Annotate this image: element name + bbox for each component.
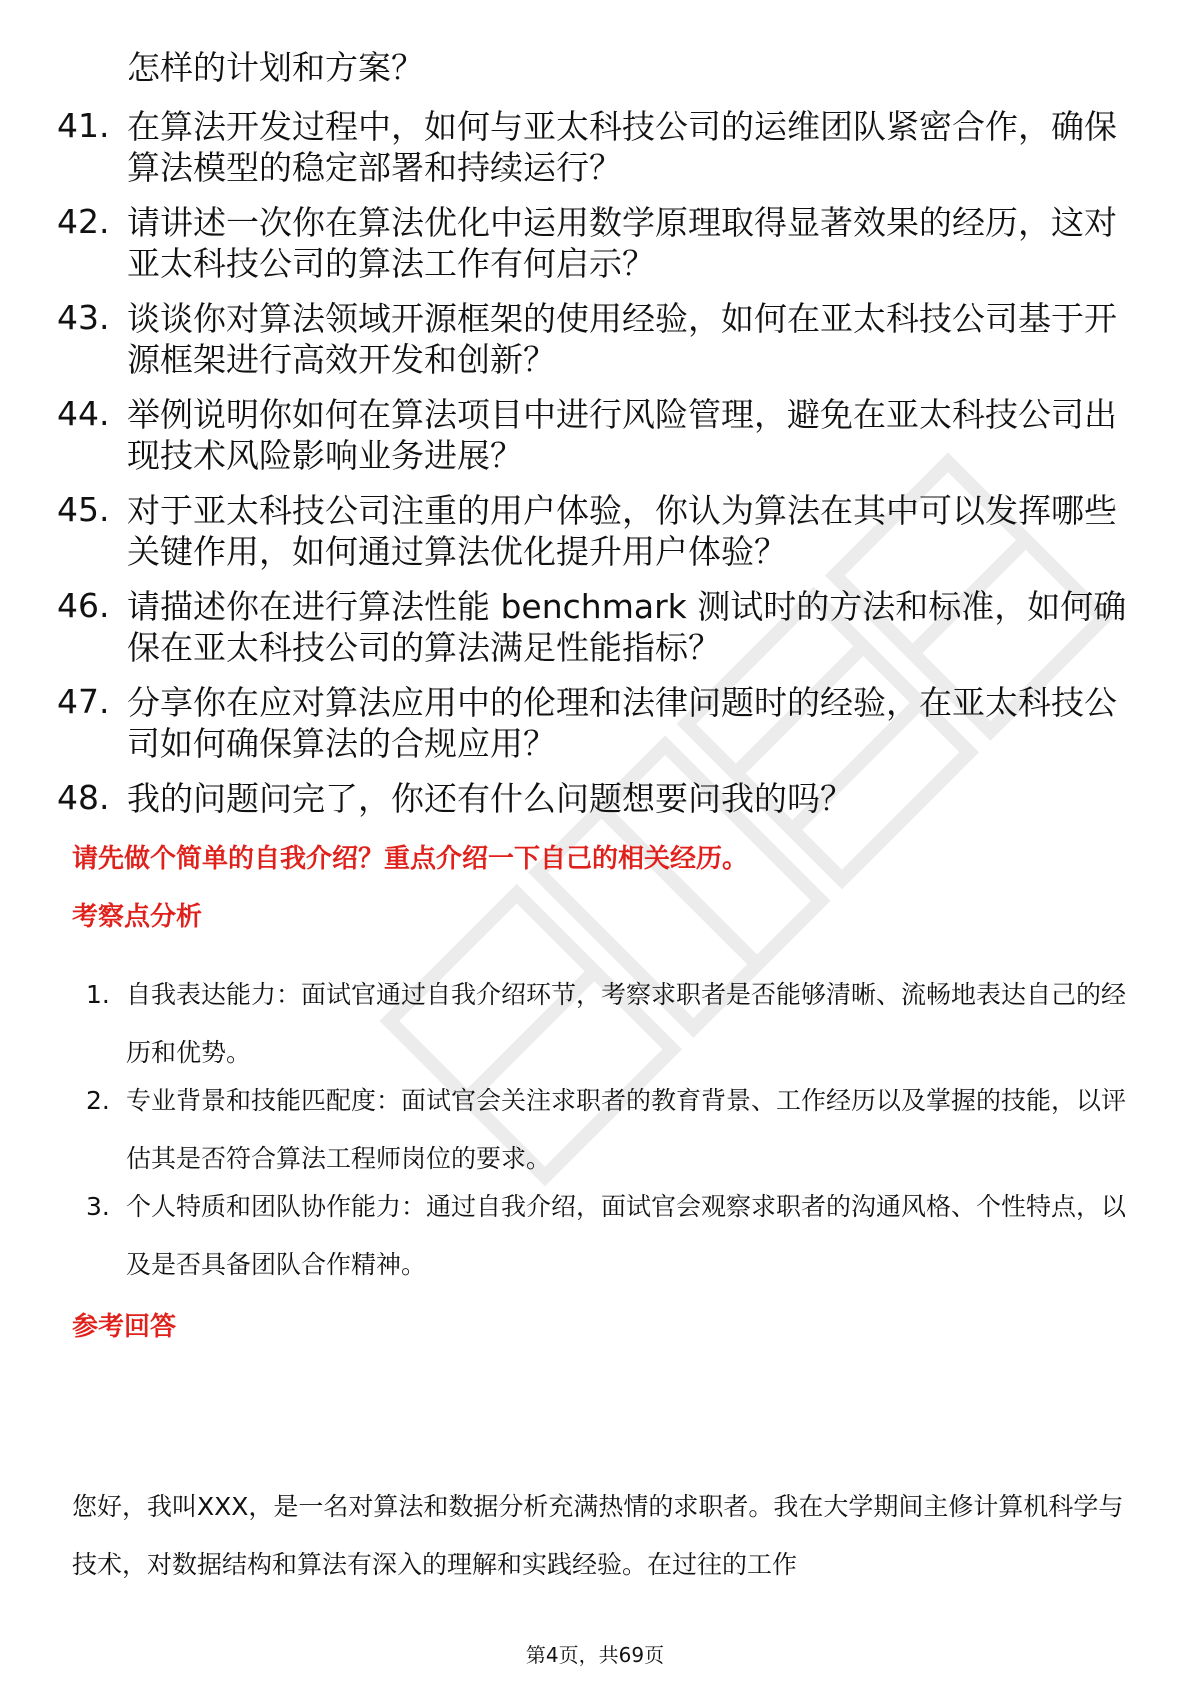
question-continuation: 怎样的计划和方案？ <box>127 48 424 87</box>
question-text: 谈谈你对算法领域开源框架的使用经验，如何在亚太科技公司基于开源框架进行高效开发和创新？ <box>127 299 1117 379</box>
question-number: 47. <box>57 682 110 721</box>
question-number: 42. <box>57 202 110 241</box>
analysis-number: 2. <box>86 1086 110 1115</box>
question-number: 45. <box>57 490 110 529</box>
analysis-number: 3. <box>86 1192 110 1221</box>
question-text: 对于亚太科技公司注重的用户体验，你认为算法在其中可以发挥哪些关键作用，如何通过算法优化提升用户体验？ <box>127 491 1117 571</box>
analysis-text: 自我表达能力：面试官通过自我介绍环节，考察求职者是否能够清晰、流畅地表达自己的经历和优势。 <box>126 980 1127 1067</box>
analysis-heading: 考察点分析 <box>72 902 203 932</box>
page-number-footer: 第4页，共69页 <box>525 1643 665 1667</box>
question-number: 44. <box>57 394 110 433</box>
answer-heading: 参考回答 <box>72 1312 177 1342</box>
question-text: 举例说明你如何在算法项目中进行风险管理，避免在亚太科技公司出现技术风险影响业务进展？ <box>127 395 1117 475</box>
question-text: 我的问题问完了，你还有什么问题想要问我的吗？ <box>127 779 853 818</box>
question-text: 分享你在应对算法应用中的伦理和法律问题时的经验，在亚太科技公司如何确保算法的合规应用？ <box>127 683 1117 763</box>
question-number: 41. <box>57 106 110 145</box>
answer-paragraph: 您好，我叫XXX，是一名对算法和数据分析充满热情的求职者。我在大学期间主修计算机科学与技术，对数据结构和算法有深入的理解和实践经验。在过往的工作 <box>72 1492 1124 1579</box>
question-text: 请讲述一次你在算法优化中运用数学原理取得显著效果的经历，这对亚太科技公司的算法工作有何启示？ <box>127 203 1117 283</box>
question-number: 48. <box>57 778 110 817</box>
question-number: 46. <box>57 586 110 625</box>
question-text: 请描述你在进行算法性能 benchmark 测试时的方法和标准，如何确保在亚太科技公司的算法满足性能指标？ <box>127 587 1127 667</box>
analysis-text: 个人特质和团队协作能力：通过自我介绍，面试官会观察求职者的沟通风格、个性特点，以及是否具备团队合作精神。 <box>126 1192 1127 1279</box>
question-text: 在算法开发过程中，如何与亚太科技公司的运维团队紧密合作，确保算法模型的稳定部署和持续运行？ <box>127 107 1117 187</box>
analysis-text: 专业背景和技能匹配度：面试官会关注求职者的教育背景、工作经历以及掌握的技能，以评估其是否符合算法工程师岗位的要求。 <box>126 1086 1127 1173</box>
question-number: 43. <box>57 298 110 337</box>
analysis-number: 1. <box>86 980 110 1009</box>
question-heading: 请先做个简单的自我介绍？重点介绍一下自己的相关经历。 <box>72 844 749 874</box>
